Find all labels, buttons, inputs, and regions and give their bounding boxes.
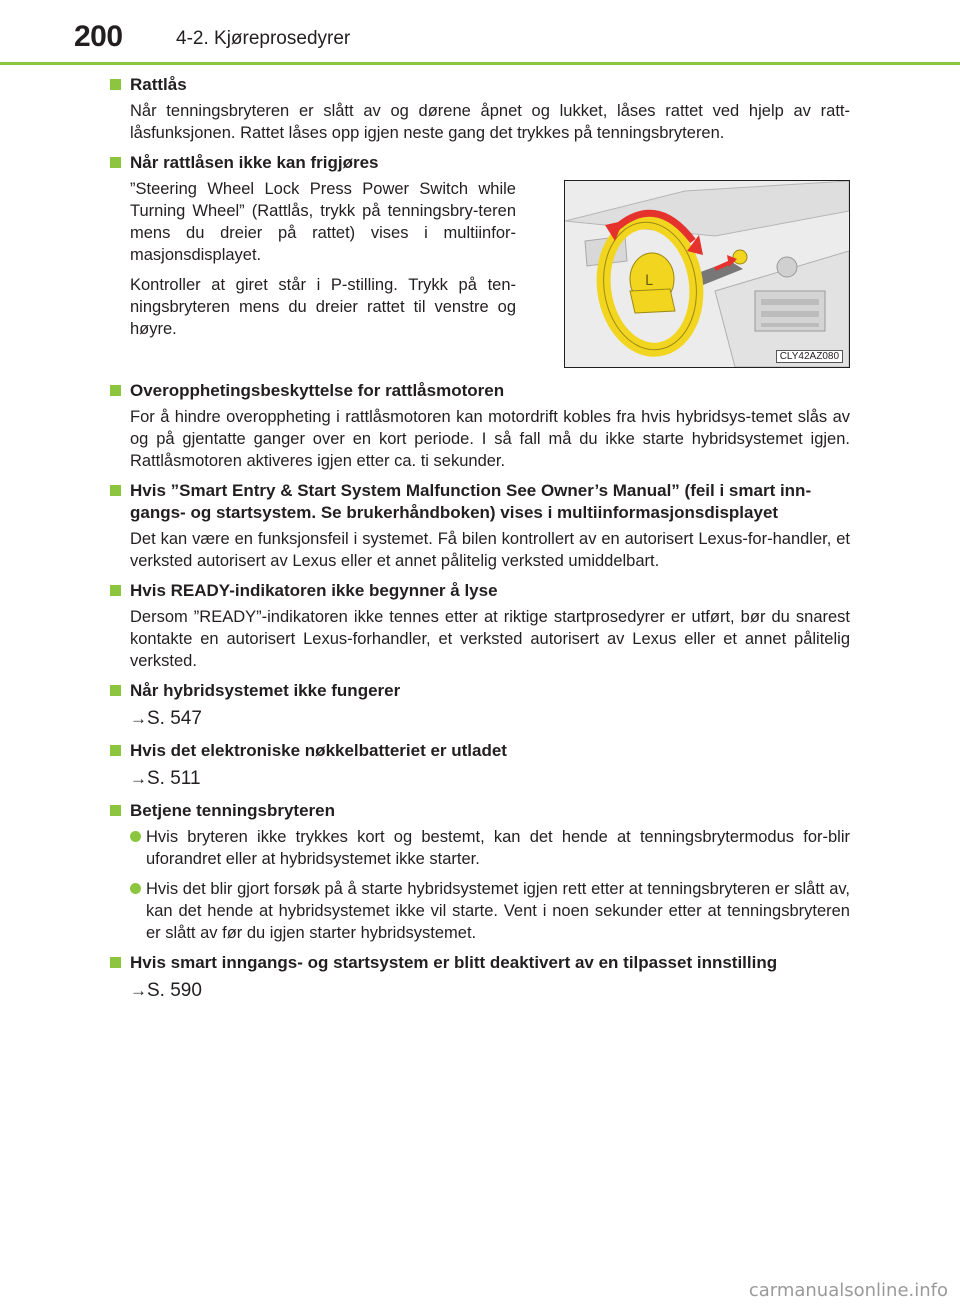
text-with-figure <box>110 178 850 368</box>
section-heading: Betjene tenningsbryteren <box>110 800 850 822</box>
paragraph: Kontroller at giret står i P-stilling. Trykk på ten-ningsbryteren mens du dreier rattet til venstre og høyre. <box>130 276 516 338</box>
arrow-right-icon: → <box>130 769 147 788</box>
page-reference[interactable]: →S. 590 <box>130 980 202 1001</box>
list-item: Hvis bryteren ikke trykkes kort og bestemt, kan det hende at tenningsbrytermodus for-blir uforandret eller at hybridsystemet ikke starter. <box>110 826 850 870</box>
section-heading: Hvis det elektroniske nøkkelbatteriet er utladet <box>110 740 850 762</box>
section-heading: Rattlås <box>110 74 850 96</box>
section-heading: Overopphetingsbeskyttelse for rattlåsmotoren <box>110 380 850 402</box>
page-reference[interactable]: →S. 511 <box>130 768 201 789</box>
header-rule <box>0 62 960 65</box>
square-bullet-icon <box>110 157 121 168</box>
watermark[interactable]: carmanualsonline.info <box>748 1280 948 1301</box>
square-bullet-icon <box>110 957 121 968</box>
section-nokkelbatteri <box>110 740 850 792</box>
square-bullet-icon <box>110 485 121 496</box>
circle-bullet-icon <box>130 831 141 842</box>
chapter-title: 4-2. Kjøreprosedyrer <box>176 28 351 49</box>
figure-code: CLY42AZ080 <box>776 350 843 363</box>
square-bullet-icon <box>110 385 121 396</box>
arrow-right-icon: → <box>130 981 147 1000</box>
section-body: For å hindre overoppheting i rattlåsmotoren kan motordrift kobles fra hvis hybridsys-temet slås av og på gjentatte ganger over en kort periode. I så fall må du ikke starte hybridsystemet igjen. Rattlåsmotoren aktiveres igjen etter ca. ti sekunder. <box>130 408 850 470</box>
section-heading: Hvis smart inngangs- og startsystem er blitt deaktivert av en tilpasset innstilling <box>110 952 850 974</box>
section-smart-deaktivert <box>110 952 850 1004</box>
section-hybridsystem-fungerer-ikke <box>110 680 850 732</box>
steering-wheel-illustration <box>564 180 850 368</box>
page-content <box>110 74 850 1012</box>
section-body: Når tenningsbryteren er slått av og dørene åpnet og lukket, låses rattet ved hjelp av ratt-låsfunksjonen. Rattet låses opp igjen neste gang det trykkes på tenningsbryteren. <box>130 102 850 142</box>
square-bullet-icon <box>110 585 121 596</box>
svg-text:L: L <box>645 273 653 289</box>
list-item: Hvis det blir gjort forsøk på å starte hybridsystemet igjen rett etter at tenningsbryteren er slått av, kan det hende at hybridsystemet ikke vil starte. Vent i noen sekunder etter at tenningsbryteren er slått av før du igjen starter hybridsystemet. <box>110 878 850 944</box>
section-body: Det kan være en funksjonsfeil i systemet. Få bilen kontrollert av en autorisert Lexus-for-handler, et verksted autorisert av Lexus eller et annet pålitelig verksted umiddelbart. <box>130 530 850 570</box>
section-heading: Hvis ”Smart Entry & Start System Malfunction See Owner’s Manual” (feil i smart inn-gangs- og startsystem. Se brukerhåndboken) vises i multiinformasjonsdisplayet <box>110 480 850 524</box>
square-bullet-icon <box>110 79 121 90</box>
circle-bullet-icon <box>130 883 141 894</box>
section-heading: Når hybridsystemet ikke fungerer <box>110 680 850 702</box>
page-number: 200 <box>74 20 123 53</box>
page-reference[interactable]: →S. 547 <box>130 708 202 729</box>
section-rattlas <box>110 74 850 144</box>
section-ready-indikator <box>110 580 850 672</box>
arrow-right-icon: → <box>130 709 147 728</box>
page-header <box>0 0 960 64</box>
square-bullet-icon <box>110 685 121 696</box>
paragraph: ”Steering Wheel Lock Press Power Switch while Turning Wheel” (Rattlås, trykk på tenningsbry-teren mens du dreier på rattet) vises i multiinfor-masjonsdisplayet. <box>130 180 516 264</box>
section-smart-entry-feil <box>110 480 850 572</box>
square-bullet-icon <box>110 745 121 756</box>
steering-wheel-drawing <box>565 181 849 367</box>
figure-text <box>130 178 516 368</box>
section-overoppheting <box>110 380 850 472</box>
section-betjene-tenningsbryteren <box>110 800 850 944</box>
section-heading: Når rattlåsen ikke kan frigjøres <box>110 152 850 174</box>
section-rattlas-frigjores <box>110 152 850 368</box>
square-bullet-icon <box>110 805 121 816</box>
section-heading: Hvis READY-indikatoren ikke begynner å lyse <box>110 580 850 602</box>
section-body: Dersom ”READY”-indikatoren ikke tennes etter at riktige startprosedyrer er utført, bør du snarest kontakte en autorisert Lexus-forhandler, et verksted autorisert av Lexus eller et annet pålitelig verksted. <box>130 608 850 670</box>
